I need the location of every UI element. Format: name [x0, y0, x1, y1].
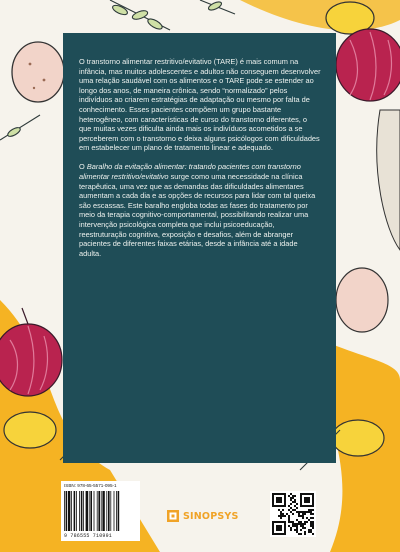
qr-module	[294, 509, 296, 511]
qr-module	[304, 531, 306, 533]
qr-module	[300, 511, 302, 513]
qr-module	[298, 523, 300, 525]
qr-module	[290, 499, 292, 501]
qr-module	[296, 527, 298, 529]
qr-module	[304, 511, 306, 513]
qr-module	[312, 527, 314, 529]
qr-module	[290, 527, 292, 529]
barcode-bar	[64, 491, 65, 531]
qr-module	[312, 521, 314, 523]
qr-module	[290, 507, 292, 509]
qr-module	[300, 533, 302, 535]
qr-module	[300, 525, 302, 527]
lemon-illustration	[4, 412, 56, 448]
qr-module	[288, 505, 290, 507]
isbn-label: ISBN: 978-65-5571-095-1	[64, 483, 117, 488]
qr-module	[302, 511, 304, 513]
qr-module	[284, 515, 286, 517]
qr-module	[298, 533, 300, 535]
qr-module	[310, 517, 312, 519]
barcode-bar	[102, 491, 104, 531]
barcode-bar	[114, 491, 115, 531]
yellow-swoosh-top	[240, 0, 400, 30]
qr-module	[306, 517, 308, 519]
qr-module	[290, 497, 292, 499]
barcode-bar	[76, 491, 77, 531]
qr-module	[310, 525, 312, 527]
qr-module	[294, 495, 296, 497]
qr-module	[296, 531, 298, 533]
qr-module	[304, 513, 306, 515]
qr-module	[306, 511, 308, 513]
barcode	[61, 481, 140, 541]
qr-finder	[276, 497, 282, 503]
qr-module	[298, 521, 300, 523]
qr-module	[298, 515, 300, 517]
qr-module	[292, 513, 294, 515]
chili-illustration	[377, 110, 400, 250]
qr-module	[290, 503, 292, 505]
qr-module	[288, 515, 290, 517]
qr-module	[296, 523, 298, 525]
qr-module	[296, 519, 298, 521]
qr-module	[294, 499, 296, 501]
potato-illustration	[336, 268, 388, 332]
qr-module	[312, 523, 314, 525]
qr-module	[310, 531, 312, 533]
potato-illustration	[12, 42, 64, 102]
qr-module	[292, 521, 294, 523]
qr-module	[312, 533, 314, 535]
qr-module	[280, 517, 282, 519]
qr-module	[302, 513, 304, 515]
qr-module	[302, 527, 304, 529]
qr-module	[280, 515, 282, 517]
qr-module	[290, 521, 292, 523]
qr-module	[308, 529, 310, 531]
qr-module	[280, 513, 282, 515]
qr-module	[296, 507, 298, 509]
qr-module	[304, 523, 306, 525]
qr-module	[304, 521, 306, 523]
qr-module	[308, 509, 310, 511]
qr-module	[290, 493, 292, 495]
qr-module	[290, 529, 292, 531]
qr-module	[310, 513, 312, 515]
qr-module	[312, 525, 314, 527]
qr-module	[288, 517, 290, 519]
qr-module	[278, 515, 280, 517]
barcode-bar	[68, 491, 70, 531]
barcode-bar	[108, 491, 110, 531]
barcode-bar	[118, 491, 120, 531]
qr-module	[308, 519, 310, 521]
qr-module	[312, 513, 314, 515]
lemon-illustration	[332, 420, 384, 456]
barcode-bars	[64, 491, 137, 533]
synopsis-panel	[63, 33, 336, 463]
barcode-bar	[94, 491, 95, 531]
qr-module	[304, 527, 306, 529]
qr-module	[302, 515, 304, 517]
qr-module	[288, 519, 290, 521]
qr-module	[294, 523, 296, 525]
barcode-bar	[81, 491, 83, 531]
barcode-number: 9 786555 710991	[64, 533, 113, 539]
qr-module	[292, 501, 294, 503]
barcode-bar	[101, 491, 102, 531]
qr-module	[282, 515, 284, 517]
qr-module	[292, 523, 294, 525]
book-title: Baralho da evitação alimentar: tratando pacientes com transtorno alimentar restritivo/evitativo	[79, 162, 301, 182]
qr-module	[292, 509, 294, 511]
qr-module	[310, 523, 312, 525]
qr-module	[296, 529, 298, 531]
barcode-bar	[71, 491, 72, 531]
qr-module	[296, 511, 298, 513]
qr-module	[310, 509, 312, 511]
qr-module	[288, 509, 290, 511]
qr-module	[286, 513, 288, 515]
qr-module	[310, 521, 312, 523]
paragraph-2-prefix: O	[79, 162, 87, 172]
qr-module	[300, 521, 302, 523]
qr-module	[288, 521, 290, 523]
qr-module	[302, 517, 304, 519]
barcode-bar	[116, 491, 117, 531]
qr-module	[294, 529, 296, 531]
barcode-bar	[66, 491, 68, 531]
qr-module	[310, 529, 312, 531]
synopsis-paragraph-1: O transtorno alimentar restritivo/evitativo (TARE) é mais comum na infância, mas muitos adolescentes e adultos não conseguem desenvolver uma relação saudável com os alimentos e o TARE pode se estender ao longo dos anos, de maneira crônica, sendo “normalizado” pelos indivíduos ao criarem estratégias de adaptação ou mesmo por falta de conhecimento. Esses pacientes compõem um grupo bastante heterogêneo, com características de curso do transtorno diferentes, o que muitas vezes dificulta ainda mais os indivíduos acometidos a se perceberem com o transtorno e deixa alguns psicólogos com dificuldades em estabelecer um plano de tratamento linear e adequado.	[79, 57, 321, 153]
barcode-bar	[83, 491, 84, 531]
barcode-bar	[97, 491, 98, 531]
qr-module	[310, 511, 312, 513]
qr-finder	[276, 525, 282, 531]
qr-module	[292, 497, 294, 499]
barcode-bar	[110, 491, 111, 531]
qr-module	[308, 531, 310, 533]
qr-module	[296, 525, 298, 527]
barcode-bar	[79, 491, 80, 531]
qr-code	[270, 491, 316, 537]
qr-module	[302, 525, 304, 527]
qr-module	[288, 525, 290, 527]
qr-module	[294, 505, 296, 507]
qr-module	[312, 509, 314, 511]
qr-module	[306, 521, 308, 523]
qr-module	[292, 495, 294, 497]
barcode-bar	[90, 491, 92, 531]
barcode-bar	[74, 491, 76, 531]
synopsis-paragraph-2	[79, 162, 321, 258]
qr-module	[278, 509, 280, 511]
qr-module	[312, 517, 314, 519]
barcode-bar	[89, 491, 90, 531]
qr-module	[296, 503, 298, 505]
qr-module	[300, 515, 302, 517]
publisher-logo	[166, 508, 239, 524]
qr-module	[302, 523, 304, 525]
qr-module	[280, 511, 282, 513]
qr-module	[282, 509, 284, 511]
qr-module	[290, 511, 292, 513]
barcode-bar	[86, 491, 88, 531]
qr-module	[292, 525, 294, 527]
paragraph-2-rest: surge como uma necessidade na clínica terapêutica, uma vez que as demandas das dificuldades alimentares aumentam a cada dia e as opções de recursos para lidar com tal queixa são escassas. Este baralho engloba todas as fases do tratamento por meio da terapia cognitivo-comportamental, possibilitando realizar uma intervenção psicológica completa que inclui psicoeducação, reestruturação cognitiva, exposição e desafios, além de abranger pacientes de diferentes faixas etárias, desde a infância até a idade adulta.	[79, 172, 316, 258]
barcode-bar	[106, 491, 107, 531]
red-onion-illustration	[336, 29, 400, 101]
qr-module	[298, 513, 300, 515]
publisher-logo-icon	[166, 509, 180, 523]
qr-module	[308, 511, 310, 513]
qr-module	[300, 523, 302, 525]
qr-module	[298, 511, 300, 513]
qr-module	[288, 495, 290, 497]
qr-module	[282, 513, 284, 515]
qr-module	[300, 529, 302, 531]
qr-module	[294, 525, 296, 527]
qr-module	[304, 533, 306, 535]
barcode-bar	[98, 491, 100, 531]
qr-module	[294, 501, 296, 503]
qr-finder	[304, 497, 310, 503]
publisher-name: SINOPSYS	[183, 510, 239, 522]
